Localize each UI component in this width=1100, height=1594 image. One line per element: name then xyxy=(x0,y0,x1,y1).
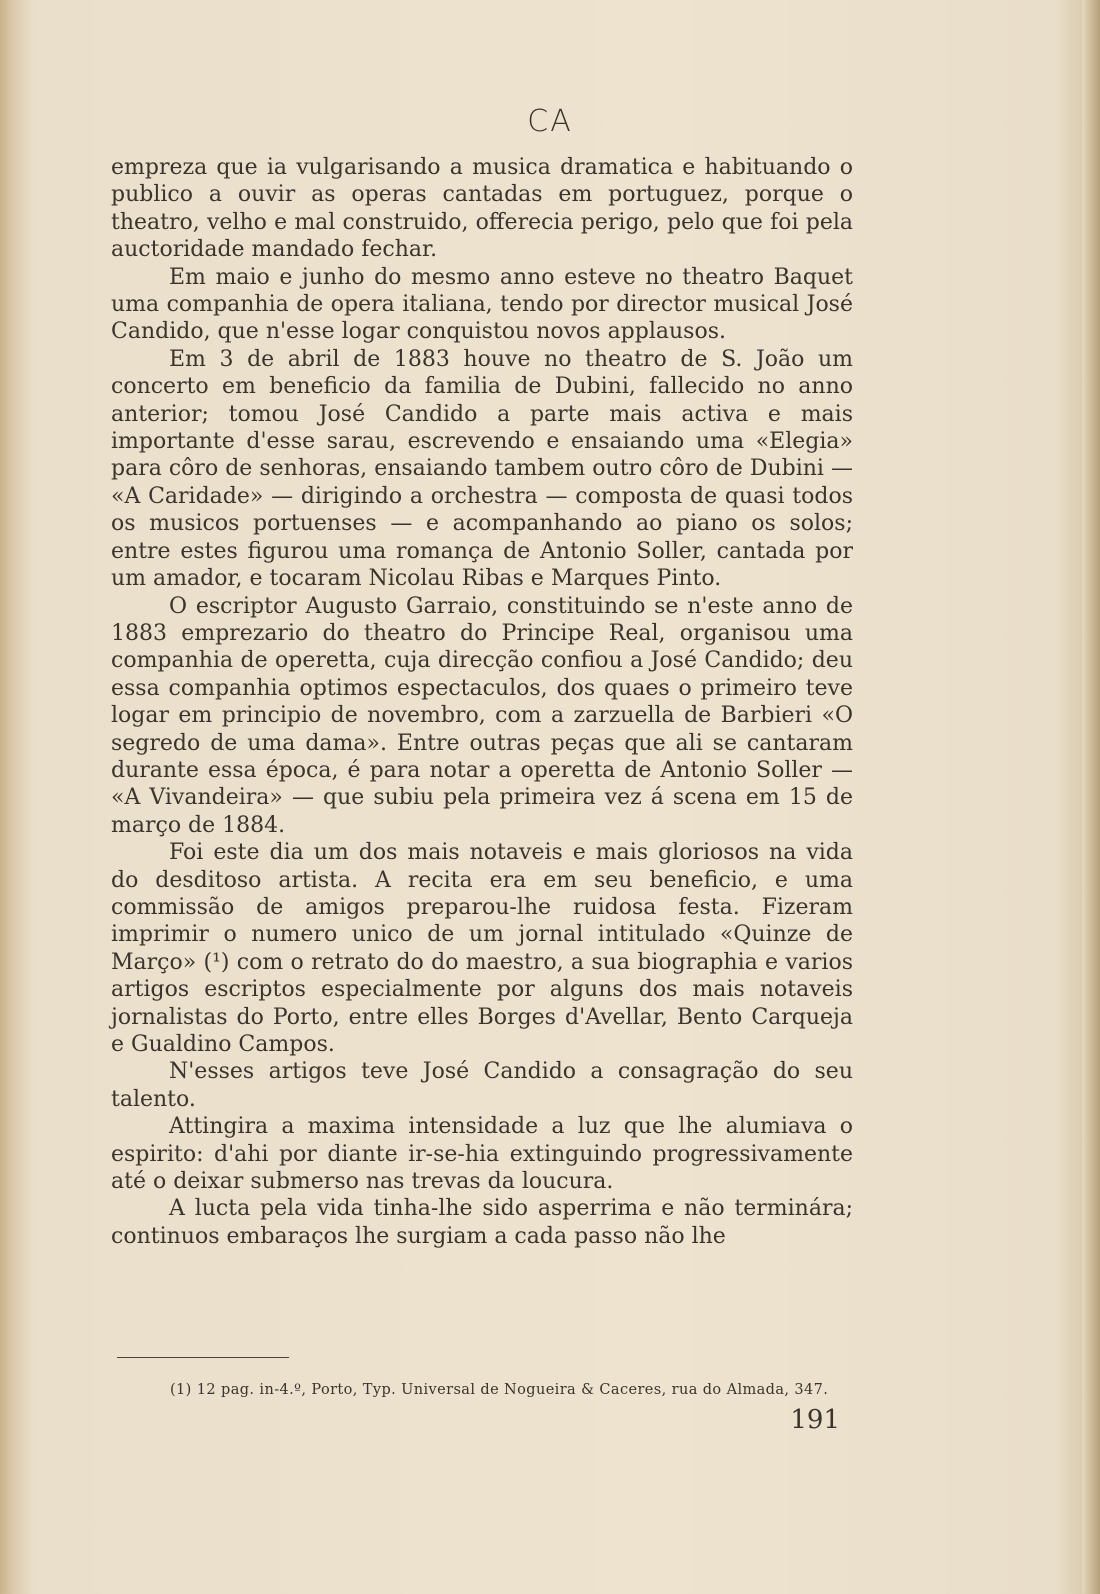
footnote-rule xyxy=(117,1357,289,1358)
page-number: 191 xyxy=(790,1405,840,1435)
paragraph-5: Foi este dia um dos mais notaveis e mais gloriosos na vida do desditoso artista. A recita era em seu beneficio, e uma commissão de amigos preparou-lhe ruidosa festa. Fizeram imprimir o numero unico de um jornal intitulado «Quinze de Março» (¹) com o retrato do do maestro, a sua biographia e varios artigos escriptos especialmente por alguns dos mais notaveis jornalistas do Porto, entre elles Borges d'Avellar, Bento Carqueja e Gualdino Campos. xyxy=(111,840,853,1057)
page-edge-shadow xyxy=(1082,0,1100,1594)
paragraph-4: O escriptor Augusto Garraio, constituindo se n'este anno de 1883 emprezario do theatro do Principe Real, organisou uma companhia de operetta, cuja direcção confiou a José Candido; deu essa companhia optimos espectaculos, dos quaes o primeiro teve logar em principio de novembro, com a zarzuella de Barbieri «O segredo de uma dama». Entre outras peças que ali se cantaram durante essa época, é para notar a operetta de Antonio Soller — «A Vivandeira» — que subiu pela primeira vez á scena em 15 de março de 1884. xyxy=(111,593,853,838)
paragraph-1: empreza que ia vulgarisando a musica dramatica e habituando o publico a ouvir as operas cantadas em portuguez, porque o theatro, velho e mal construido, offerecia perigo, pelo que foi pela auctoridade mandado fechar. xyxy=(111,155,853,263)
paragraph-7: Attingira a maxima intensidade a luz que lhe alumiava o espirito: d'ahi por diante ir-se-hia extinguindo progressivamente até o deixar submerso nas trevas da loucura. xyxy=(111,1114,853,1195)
footnote: (1) 12 pag. in-4.º, Porto, Typ. Universal de Nogueira & Caceres, rua do Almada, 347. xyxy=(170,1382,829,1398)
paragraph-8: A lucta pela vida tinha-lhe sido asperrima e não terminára; continuos embaraços lhe surgiam a cada passo não lhe xyxy=(111,1196,853,1249)
paragraph-6: N'esses artigos teve José Candido a consagração do seu talento. xyxy=(111,1059,853,1112)
paragraph-3: Em 3 de abril de 1883 houve no theatro de S. João um concerto em beneficio da familia de Dubini, fallecido no anno anterior; tomou José Candido a parte mais activa e mais importante d'esse sarau, escrevendo e ensaiando uma «Elegia» para côro de senhoras, ensaiando tambem outro côro de Dubini — «A Caridade» — dirigindo a orchestra — composta de quasi todos os musicos portuenses — e acompanhando ao piano os solos; entre estes figurou uma romança de Antonio Soller, cantada por um amador, e tocaram Nicolau Ribas e Marques Pinto. xyxy=(111,346,853,592)
running-head: CA xyxy=(527,104,573,139)
paragraph-2: Em maio e junho do mesmo anno esteve no theatro Baquet uma companhia de opera italiana, tendo por director musical José Candido, que n'esse logar conquistou novos applausos. xyxy=(111,264,853,345)
body-text xyxy=(111,154,853,1250)
